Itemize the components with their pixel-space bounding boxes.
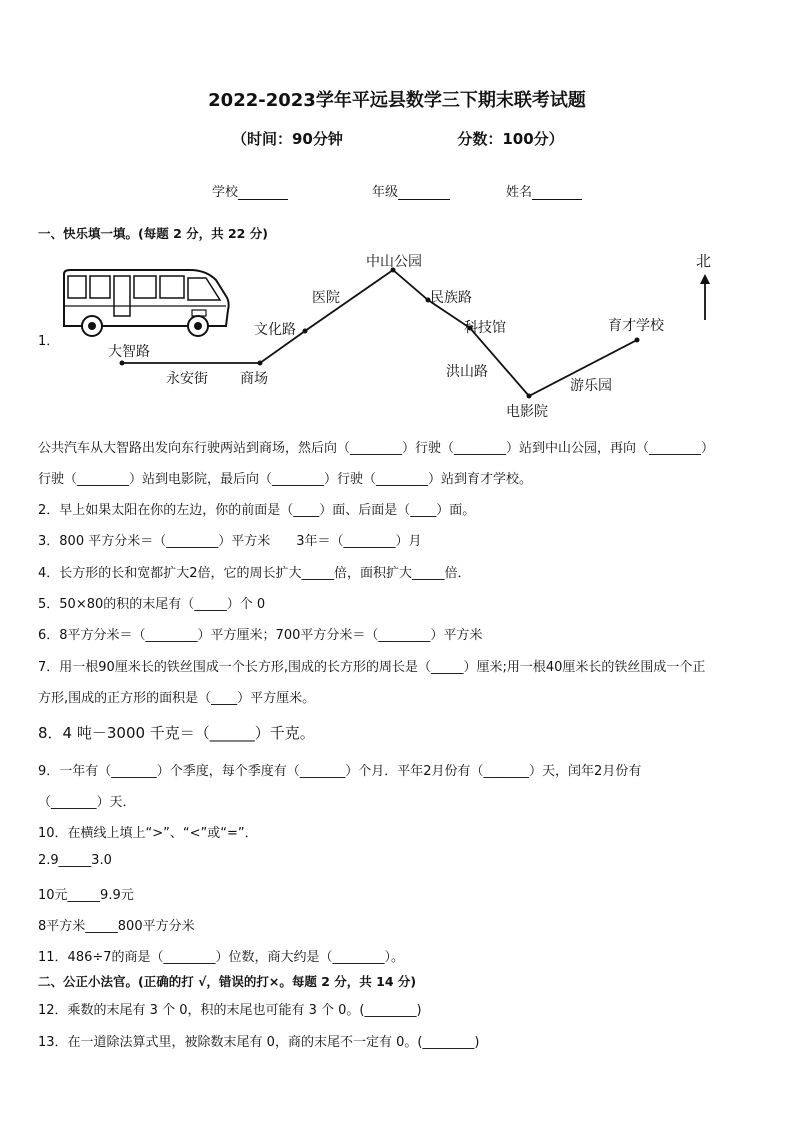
place-dianying: 电影院 xyxy=(506,404,548,420)
place-minzu: 民族路 xyxy=(430,290,472,306)
q1-number: 1． xyxy=(38,334,60,349)
exam-meta xyxy=(232,128,564,149)
section-2-heading: 二、公正小法官。(正确的打 √，错误的打×。每题 2 分，共 14 分) xyxy=(38,974,417,989)
q7-line1: 7．用一根90厘米长的铁丝围成一个长方形,围成的长方形的周长是（_____）厘米;用一根40厘米长的铁丝围成一个正 xyxy=(38,660,706,675)
q7-line2: 方形,围成的正方形的面积是（____）平方厘米。 xyxy=(38,691,316,706)
name-field xyxy=(506,181,582,200)
question-8: 8．4 吨－3000 千克＝（______）千克。 xyxy=(38,724,315,742)
place-hongshan: 洪山路 xyxy=(446,364,488,380)
place-yucai: 育才学校 xyxy=(608,318,664,334)
section-1-heading: 一、快乐填一填。(每题 2 分，共 22 分) xyxy=(38,226,268,241)
q9-line2: （_______）天． xyxy=(38,795,136,810)
q1-line2: 行驶（________）站到电影院，最后向（________）行驶（________）站到育才学校。 xyxy=(38,472,533,487)
name-label: 姓名 xyxy=(506,185,533,200)
place-youle: 游乐园 xyxy=(570,378,612,394)
place-yongan: 永安街 xyxy=(166,371,208,387)
place-north: 北 xyxy=(696,252,712,270)
north-arrow-icon xyxy=(700,274,710,320)
question-2: 2．早上如果太阳在你的左边，你的前面是（____）面、后面是（____）面。 xyxy=(38,503,476,518)
place-zhongshan: 中山公园 xyxy=(366,254,422,270)
question-4: 4．长方形的长和宽都扩大2倍，它的周长扩大_____倍，面积扩大_____倍． xyxy=(38,566,471,581)
school-blank[interactable] xyxy=(238,185,288,200)
place-dazhi: 大智路 xyxy=(108,344,150,360)
stop-wenhua xyxy=(303,329,308,334)
page-title: 2022-2023学年平远县数学三下期末联考试题 xyxy=(208,90,586,111)
route-map xyxy=(100,248,740,424)
grade-label: 年级 xyxy=(372,185,399,200)
school-label: 学校 xyxy=(212,185,239,200)
stop-yucai xyxy=(635,338,640,343)
name-blank[interactable] xyxy=(532,185,582,200)
question-11: 11．486÷7的商是（________）位数，商大约是（________）。 xyxy=(38,950,405,965)
q1-line1: 公共汽车从大智路出发向东行驶两站到商场，然后向（________）行驶（________）站到中山公园，再向（________） xyxy=(38,441,715,456)
question-3: 3．800 平方分米＝（________）平方米 3年＝（________）月 xyxy=(38,534,422,549)
grade-blank[interactable] xyxy=(398,185,450,200)
place-wenhua: 文化路 xyxy=(254,322,296,338)
question-5: 5．50×80的积的末尾有（_____）个 0 xyxy=(38,597,266,612)
stop-dazhi xyxy=(120,361,125,366)
school-field xyxy=(212,181,288,200)
question-10: 10．在横线上填上“>”、“<”或“=”． xyxy=(38,826,258,841)
exam-time: （时间：90分钟 xyxy=(232,130,343,148)
place-shangchang: 商场 xyxy=(240,371,268,387)
q9-line1: 9．一年有（_______）个季度，每个季度有（_______）个月．平年2月份有（_______）天，闰年2月份有 xyxy=(38,764,642,779)
grade-field xyxy=(372,181,450,200)
question-13: 13．在一道除法算式里，被除数末尾有 0，商的末尾不一定有 0。(________) xyxy=(38,1035,480,1050)
q10-item-a: 2.9_____3.0 xyxy=(38,853,112,868)
place-keji: 科技馆 xyxy=(464,320,506,336)
stop-dianying xyxy=(527,394,532,399)
question-6: 6．8平方分米＝（________）平方厘米；700平方分米＝（________）平方米 xyxy=(38,628,483,643)
q10-item-b: 10元_____9.9元 xyxy=(38,888,134,903)
question-12: 12．乘数的末尾有 3 个 0，积的末尾也可能有 3 个 0。(________) xyxy=(38,1003,422,1018)
q10-item-c: 8平方米_____800平方分米 xyxy=(38,919,195,934)
exam-score: 分数：100分） xyxy=(457,130,564,148)
stop-shangchang xyxy=(258,361,263,366)
place-yiyuan: 医院 xyxy=(312,290,340,306)
